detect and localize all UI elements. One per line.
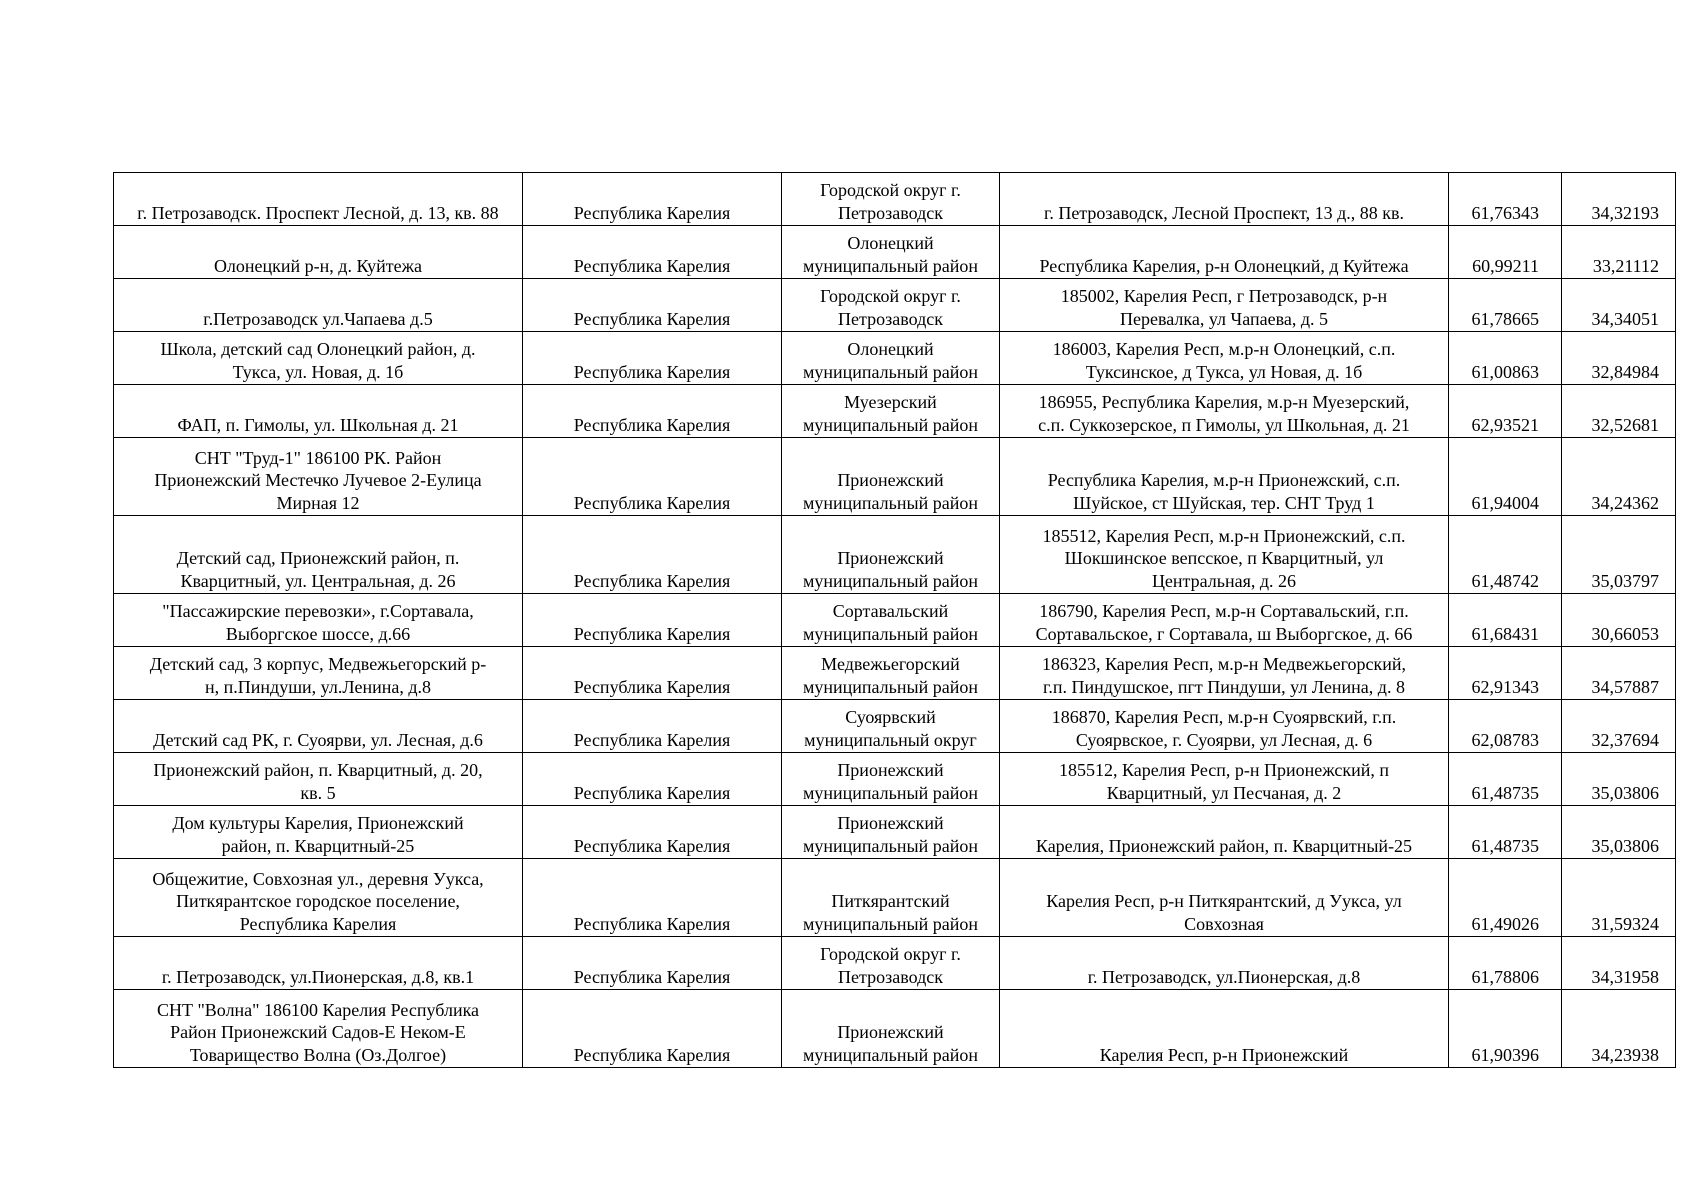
cell-address: 185512, Карелия Респ, м.р-н Прионежский, с.п. Шокшинское вепсское, п Кварцитный, ул Центральная, д. 26 [1000, 516, 1449, 594]
cell-latitude: 61,76343 [1449, 173, 1562, 226]
cell-address: 186790, Карелия Респ, м.р-н Сортавальский, г.п. Сортавальское, г Сортавала, ш Выборгское, д. 66 [1000, 594, 1449, 647]
table-row [114, 226, 1676, 279]
cell-region: Республика Карелия [523, 753, 782, 806]
cell-latitude: 61,94004 [1449, 438, 1562, 516]
table-body [114, 173, 1676, 1068]
locations-table [113, 172, 1676, 1068]
table-row [114, 806, 1676, 859]
cell-latitude: 61,49026 [1449, 859, 1562, 937]
cell-municipality: Городской округ г. Петрозаводск [782, 173, 1000, 226]
table-row [114, 438, 1676, 516]
cell-region: Республика Карелия [523, 226, 782, 279]
cell-address: Республика Карелия, м.р-н Прионежский, с.п. Шуйское, ст Шуйская, тер. СНТ Труд 1 [1000, 438, 1449, 516]
cell-longitude: 35,03797 [1562, 516, 1676, 594]
cell-region: Республика Карелия [523, 279, 782, 332]
cell-municipality: Прионежский муниципальный район [782, 438, 1000, 516]
table-row [114, 173, 1676, 226]
cell-address: г. Петрозаводск, Лесной Проспект, 13 д., 88 кв. [1000, 173, 1449, 226]
cell-longitude: 34,57887 [1562, 647, 1676, 700]
cell-latitude: 62,08783 [1449, 700, 1562, 753]
cell-municipality: Олонецкий муниципальный район [782, 226, 1000, 279]
cell-longitude: 34,24362 [1562, 438, 1676, 516]
cell-object-name: СНТ "Труд-1" 186100 РК. Район Прионежский Местечко Лучевое 2-Еулица Мирная 12 [114, 438, 523, 516]
cell-latitude: 61,68431 [1449, 594, 1562, 647]
cell-object-name: г.Петрозаводск ул.Чапаева д.5 [114, 279, 523, 332]
cell-address: 186003, Карелия Респ, м.р-н Олонецкий, с.п. Туксинское, д Тукса, ул Новая, д. 1б [1000, 332, 1449, 385]
cell-region: Республика Карелия [523, 438, 782, 516]
cell-region: Республика Карелия [523, 700, 782, 753]
cell-address: г. Петрозаводск, ул.Пионерская, д.8 [1000, 937, 1449, 990]
cell-object-name: Детский сад, Прионежский район, п. Кварцитный, ул. Центральная, д. 26 [114, 516, 523, 594]
document-sheet [113, 172, 1675, 1068]
table-row [114, 700, 1676, 753]
cell-municipality: Муезерский муниципальный район [782, 385, 1000, 438]
cell-object-name: "Пассажирские перевозки», г.Сортавала, Выборгское шоссе, д.66 [114, 594, 523, 647]
table-row [114, 990, 1676, 1068]
cell-latitude: 61,48735 [1449, 806, 1562, 859]
cell-latitude: 60,99211 [1449, 226, 1562, 279]
cell-latitude: 61,48742 [1449, 516, 1562, 594]
cell-object-name: Олонецкий р-н, д. Куйтежа [114, 226, 523, 279]
cell-object-name: Дом культуры Карелия, Прионежский район, п. Кварцитный-25 [114, 806, 523, 859]
cell-longitude: 30,66053 [1562, 594, 1676, 647]
cell-object-name: Детский сад, 3 корпус, Медвежьегорский р- н, п.Пиндуши, ул.Ленина, д.8 [114, 647, 523, 700]
cell-latitude: 61,78806 [1449, 937, 1562, 990]
cell-region: Республика Карелия [523, 647, 782, 700]
cell-address: 185002, Карелия Респ, г Петрозаводск, р-н Перевалка, ул Чапаева, д. 5 [1000, 279, 1449, 332]
cell-longitude: 34,31958 [1562, 937, 1676, 990]
cell-object-name: г. Петрозаводск, ул.Пионерская, д.8, кв.1 [114, 937, 523, 990]
cell-municipality: Городской округ г. Петрозаводск [782, 279, 1000, 332]
cell-municipality: Городской округ г. Петрозаводск [782, 937, 1000, 990]
cell-latitude: 62,93521 [1449, 385, 1562, 438]
cell-latitude: 61,90396 [1449, 990, 1562, 1068]
table-row [114, 385, 1676, 438]
cell-object-name: Детский сад РК, г. Суоярви, ул. Лесная, д.6 [114, 700, 523, 753]
table-row [114, 937, 1676, 990]
cell-region: Республика Карелия [523, 516, 782, 594]
cell-longitude: 35,03806 [1562, 806, 1676, 859]
cell-address: Республика Карелия, р-н Олонецкий, д Куйтежа [1000, 226, 1449, 279]
cell-object-name: Прионежский район, п. Кварцитный, д. 20, кв. 5 [114, 753, 523, 806]
cell-municipality: Суоярвский муниципальный округ [782, 700, 1000, 753]
table-row [114, 594, 1676, 647]
cell-municipality: Питкярантский муниципальный район [782, 859, 1000, 937]
cell-object-name: Школа, детский сад Олонецкий район, д. Тукса, ул. Новая, д. 1б [114, 332, 523, 385]
cell-municipality: Олонецкий муниципальный район [782, 332, 1000, 385]
table-row [114, 753, 1676, 806]
cell-region: Республика Карелия [523, 173, 782, 226]
cell-region: Республика Карелия [523, 385, 782, 438]
cell-address: 186870, Карелия Респ, м.р-н Суоярвский, г.п. Суоярвское, г. Суоярви, ул Лесная, д. 6 [1000, 700, 1449, 753]
table-row [114, 647, 1676, 700]
cell-longitude: 32,84984 [1562, 332, 1676, 385]
cell-longitude: 32,52681 [1562, 385, 1676, 438]
cell-region: Республика Карелия [523, 594, 782, 647]
cell-object-name: СНТ "Волна" 186100 Карелия Республика Район Прионежский Садов-Е Неком-Е Товарищество Волна (Оз.Долгое) [114, 990, 523, 1068]
table-row [114, 279, 1676, 332]
cell-object-name: Общежитие, Совхозная ул., деревня Уукса, Питкярантское городское поселение, Республика Карелия [114, 859, 523, 937]
cell-latitude: 61,78665 [1449, 279, 1562, 332]
table-row [114, 859, 1676, 937]
cell-region: Республика Карелия [523, 806, 782, 859]
cell-municipality: Сортавальский муниципальный район [782, 594, 1000, 647]
cell-municipality: Прионежский муниципальный район [782, 806, 1000, 859]
cell-address: 186955, Республика Карелия, м.р-н Муезерский, с.п. Суккозерское, п Гимолы, ул Школьная, д. 21 [1000, 385, 1449, 438]
table-row [114, 516, 1676, 594]
cell-municipality: Прионежский муниципальный район [782, 990, 1000, 1068]
cell-address: 185512, Карелия Респ, р-н Прионежский, п Кварцитный, ул Песчаная, д. 2 [1000, 753, 1449, 806]
cell-municipality: Прионежский муниципальный район [782, 516, 1000, 594]
cell-municipality: Медвежьегорский муниципальный район [782, 647, 1000, 700]
cell-address: Карелия Респ, р-н Прионежский [1000, 990, 1449, 1068]
cell-longitude: 34,34051 [1562, 279, 1676, 332]
cell-address: Карелия Респ, р-н Питкярантский, д Уукса, ул Совхозная [1000, 859, 1449, 937]
cell-latitude: 61,48735 [1449, 753, 1562, 806]
cell-longitude: 31,59324 [1562, 859, 1676, 937]
cell-region: Республика Карелия [523, 859, 782, 937]
cell-address: 186323, Карелия Респ, м.р-н Медвежьегорский, г.п. Пиндушское, пгт Пиндуши, ул Ленина, д. 8 [1000, 647, 1449, 700]
cell-object-name: ФАП, п. Гимолы, ул. Школьная д. 21 [114, 385, 523, 438]
cell-region: Республика Карелия [523, 332, 782, 385]
cell-longitude: 34,23938 [1562, 990, 1676, 1068]
cell-address: Карелия, Прионежский район, п. Кварцитный-25 [1000, 806, 1449, 859]
cell-longitude: 33,21112 [1562, 226, 1676, 279]
cell-municipality: Прионежский муниципальный район [782, 753, 1000, 806]
cell-region: Республика Карелия [523, 990, 782, 1068]
cell-latitude: 61,00863 [1449, 332, 1562, 385]
table-row [114, 332, 1676, 385]
cell-longitude: 32,37694 [1562, 700, 1676, 753]
cell-longitude: 34,32193 [1562, 173, 1676, 226]
cell-longitude: 35,03806 [1562, 753, 1676, 806]
cell-latitude: 62,91343 [1449, 647, 1562, 700]
cell-region: Республика Карелия [523, 937, 782, 990]
cell-object-name: г. Петрозаводск. Проспект Лесной, д. 13, кв. 88 [114, 173, 523, 226]
